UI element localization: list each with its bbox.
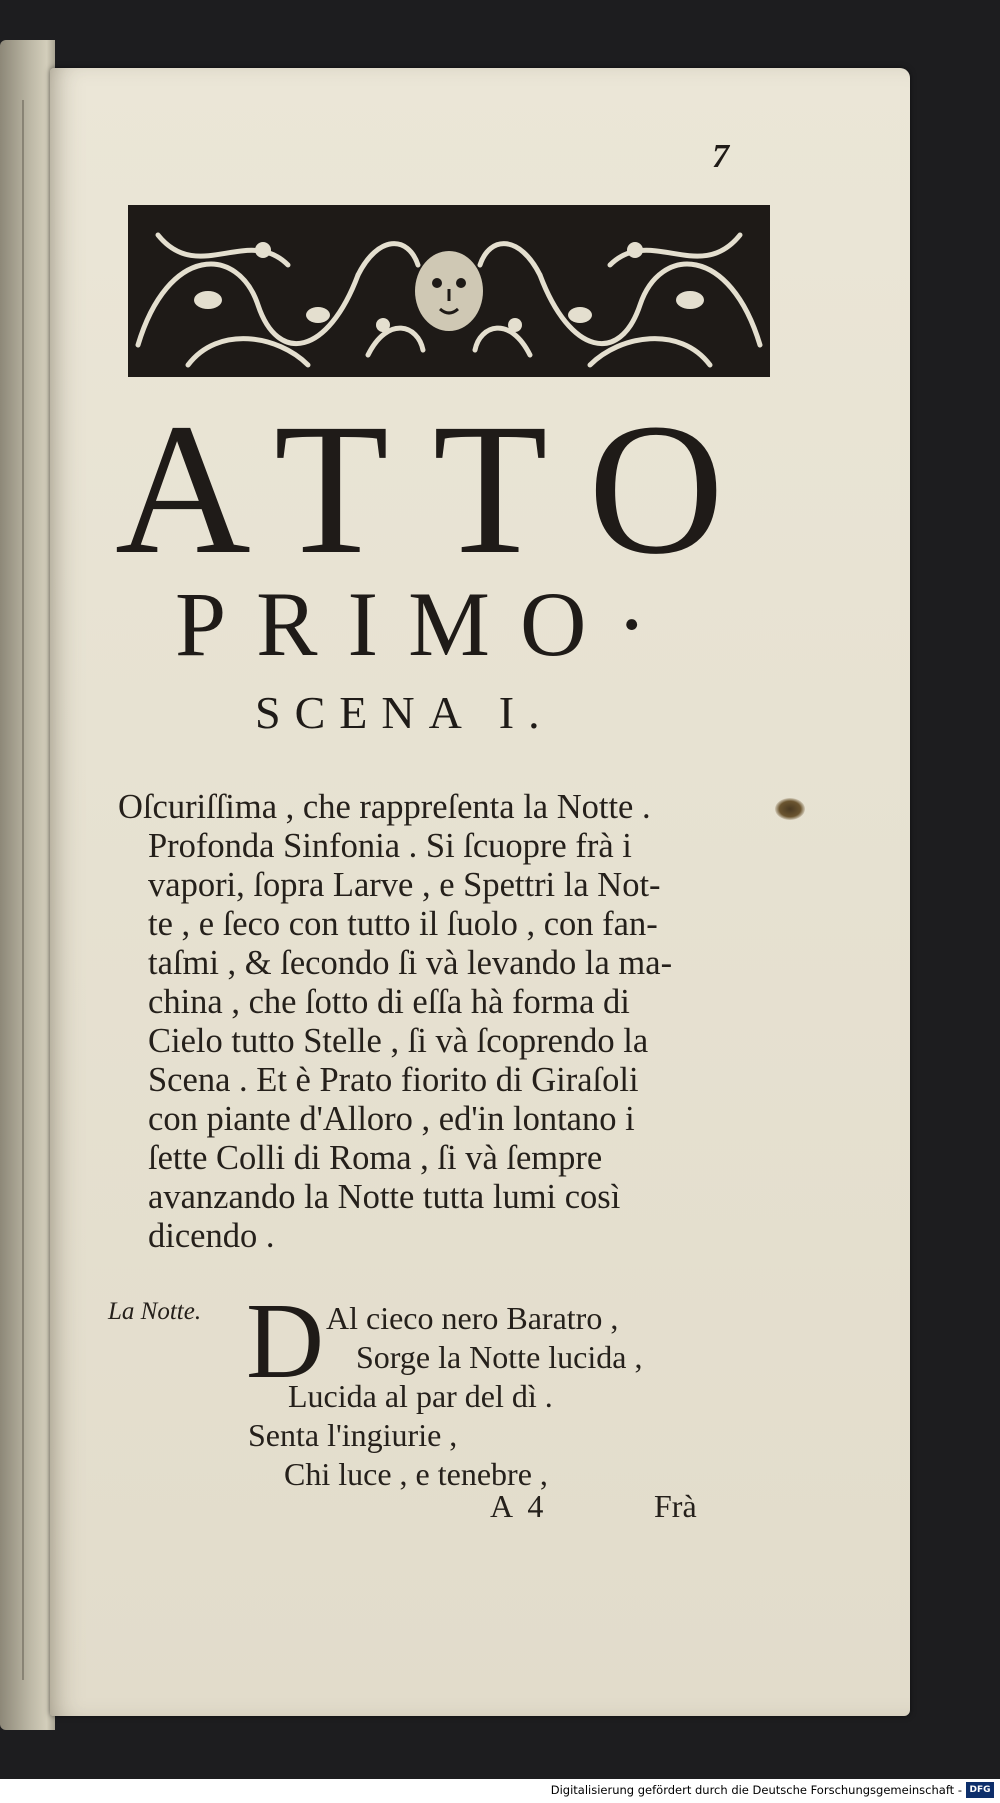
woodcut-ornament (128, 205, 770, 377)
drop-cap: D (246, 1282, 324, 1401)
digitization-footer (0, 1779, 1000, 1803)
verse-line: Al cieco nero Baratro , (326, 1300, 619, 1336)
ink-stain (775, 798, 805, 820)
page-number: 7 (712, 138, 729, 175)
stage-direction-line: Profonda Sinfonia . Si ſcuopre frà i (148, 827, 632, 865)
act-title: ATTO (115, 384, 768, 593)
ornament-graphic (128, 205, 770, 377)
act-number: PRIMO· (175, 573, 678, 675)
stage-direction-line: Scena . Et è Prato fiorito di Giraſoli (148, 1061, 639, 1099)
stage-direction (118, 788, 758, 1256)
page-fold-line (22, 100, 24, 1680)
verse-line: Sorge la Notte lucida , (356, 1339, 643, 1375)
catchword: Frà (654, 1488, 697, 1524)
stage-direction-line: te , e ſeco con tutto il ſuolo , con fan- (148, 905, 658, 943)
stage-direction-line: Oſcuriſſima , che rappreſenta la Notte . (118, 788, 651, 826)
verse-line: Senta l'ingiurie , (248, 1417, 458, 1453)
stage-direction-line: china , che ſotto di eſſa hà forma di (148, 983, 630, 1021)
dfg-logo: DFG (966, 1782, 994, 1798)
stage-direction-line: taſmi , & ſecondo ſi và levando la ma- (148, 944, 673, 982)
verse-line: Chi luce , e tenebre , (284, 1456, 548, 1492)
stage-direction-line: con piante d'Alloro , ed'in lontano i (148, 1100, 635, 1138)
left-page-edge (0, 40, 55, 1730)
speaker-name: La Notte. (108, 1298, 202, 1325)
stage-direction-line: avanzando la Notte tutta lumi così (148, 1178, 621, 1216)
signature-mark: A 4 (490, 1488, 548, 1524)
scene-heading: SCENA I. (255, 687, 554, 738)
stage-direction-line: Cielo tutto Stelle , ſi và ſcoprendo la (148, 1022, 649, 1060)
stage-direction-line: ſette Colli di Roma , ſi và ſempre (148, 1139, 603, 1177)
verse-line: Lucida al par del dì . (288, 1378, 553, 1414)
stage-direction-line: vapori, ſopra Larve , e Spettri la Not- (148, 866, 661, 904)
stage-direction-line: dicendo . (148, 1217, 275, 1255)
funding-credit: Digitalisierung gefördert durch die Deutsche Forschungsgemeinschaft - (550, 1783, 962, 1797)
